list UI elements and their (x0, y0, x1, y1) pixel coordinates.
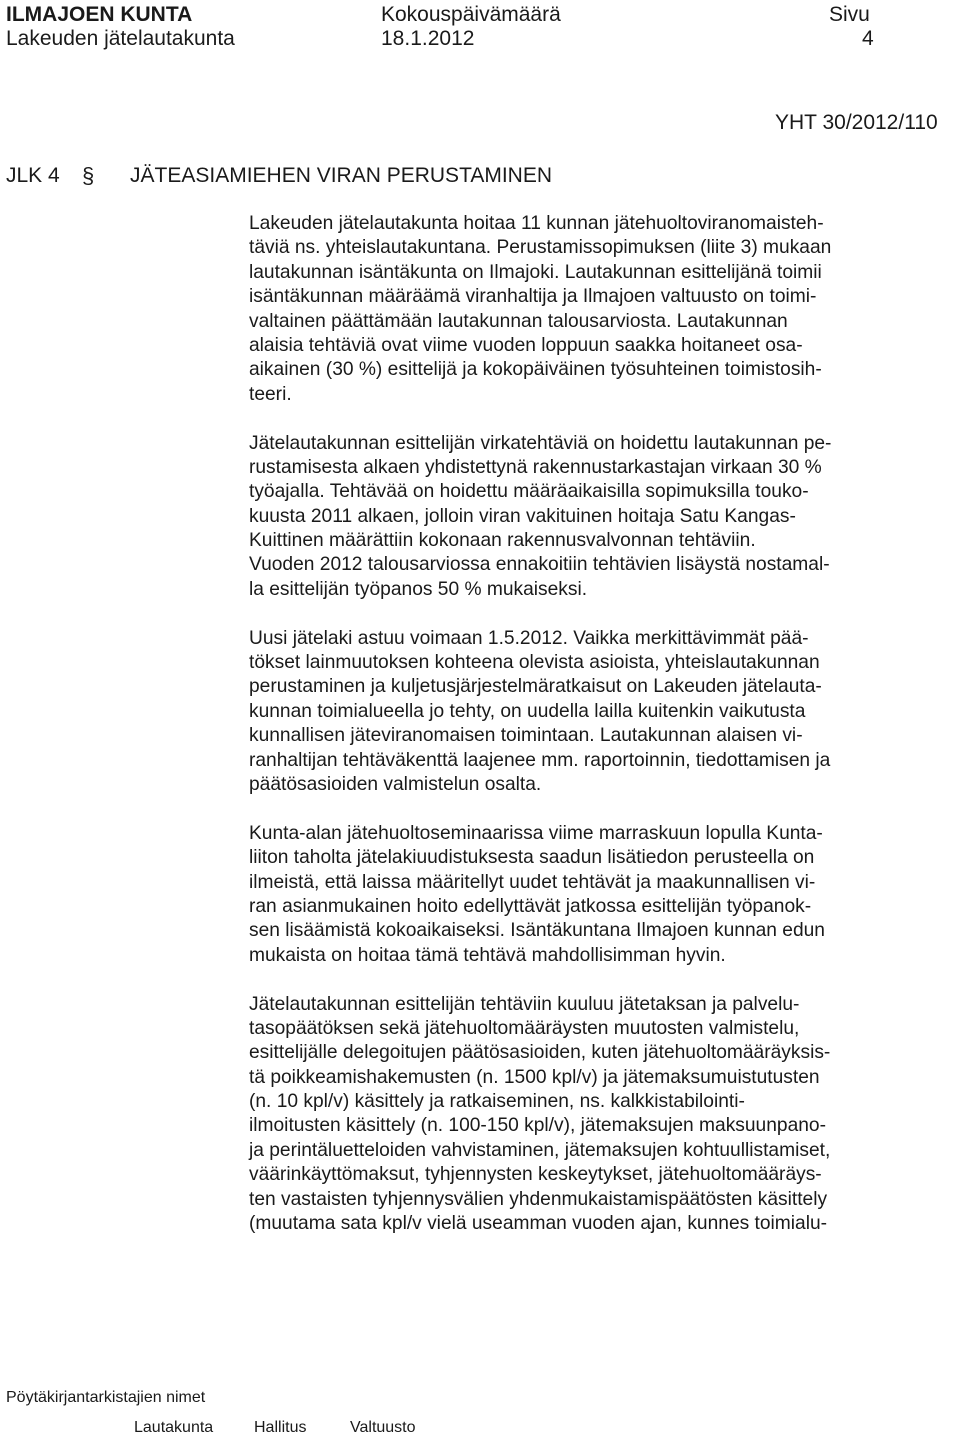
board-name: Lakeuden jätelautakunta (6, 27, 235, 50)
text-line: ilmeistä, että laissa määritellyt uudet tehtävät ja maakunnallisen vi- (249, 871, 816, 893)
text-line: la esittelijän työpanos 50 % mukaiseksi. (249, 578, 588, 600)
text-line: Jätelautakunnan esittelijän virkatehtäviä on hoidettu lautakunnan pe- (249, 432, 832, 454)
text-line: Uusi jätelaki astuu voimaan 1.5.2012. Vaikka merkittävimmät pää- (249, 627, 809, 649)
text-line: aikainen (30 %) esittelijä ja kokopäiväinen työsuhteinen toimistosih- (249, 359, 822, 381)
text-line: kunnallisen jäteviranomaisen toimintaan. Lautakunnan alaisen vi- (249, 725, 803, 747)
meeting-date: 18.1.2012 (381, 27, 475, 50)
section-number: JLK 4 (6, 164, 60, 187)
text-line: kunnan toimialueella jo tehty, on uudella lailla kuitenkin vaikutusta (249, 700, 806, 722)
case-title: JÄTEASIAMIEHEN VIRAN PERUSTAMINEN (130, 164, 553, 187)
text-line: kuusta 2011 alkaen, jolloin viran vakituinen hoitaja Satu Kangas- (249, 505, 796, 527)
text-line: ran asianmukainen hoito edellyttävät jatkossa esittelijän työpanok- (249, 895, 812, 917)
text-line: ranhaltijan tehtäväkenttä laajenee mm. raportoinnin, tiedottamisen ja (249, 749, 831, 771)
text-line: valtainen päättämään lautakunnan talousarviosta. Lautakunnan (249, 310, 788, 332)
text-line: liiton taholta jätelakiuudistuksesta saadun lisätiedon perusteella on (249, 847, 815, 869)
paragraph-2 (249, 432, 955, 603)
text-line: päätösasioiden valmistelun osalta. (249, 773, 542, 795)
text-line: lautakunnan isäntäkunta on Ilmajoki. Lautakunnan esittelijänä toimii (249, 261, 822, 283)
footer-body-board: Lautakunta (134, 1419, 214, 1436)
section-sign: § (82, 163, 95, 188)
footer-body-council: Valtuusto (350, 1419, 416, 1436)
text-line: ja perintäluetteloiden vahvistaminen, jätemaksujen kohtuullistamiset, (249, 1139, 831, 1161)
text-line: isäntäkunnan määräämä viranhaltija ja Ilmajoen valtuusto on toimi- (249, 286, 817, 308)
text-line: teeri. (249, 383, 292, 405)
text-line: sen lisäämistä kokoaikaiseksi. Isäntäkuntana Ilmajoen kunnan edun (249, 920, 825, 942)
paragraph-4 (249, 822, 955, 968)
page-number: 4 (862, 27, 874, 50)
text-line: Jätelautakunnan esittelijän tehtäviin kuuluu jätetaksan ja palvelu- (249, 993, 800, 1015)
text-line: Kunta-alan jätehuoltoseminaarissa viime marraskuun lopulla Kunta- (249, 822, 823, 844)
text-line: rustamisesta alkaen yhdistettynä rakennustarkastajan virkaan 30 % (249, 456, 822, 478)
text-line: alaisia tehtäviä ovat viime vuoden loppuun saakka hoitaneet osa- (249, 334, 803, 356)
text-line: väärinkäyttömaksut, tyhjennysten keskeytykset, jätehuoltomääräys- (249, 1164, 822, 1186)
text-line: esittelijälle delegoitujen päätösasioiden, kuten jätehuoltomääräyksis- (249, 1042, 831, 1064)
paragraph-5 (249, 993, 955, 1237)
document-body (249, 212, 955, 1236)
text-line: tasopäätöksen sekä jätehuoltomääräysten muutosten valmistelu, (249, 1017, 800, 1039)
footer-body-government: Hallitus (254, 1419, 307, 1436)
paragraph-3 (249, 627, 955, 798)
text-line: (n. 10 kpl/v) käsittely ja ratkaiseminen, ns. kalkkistabilointi- (249, 1091, 745, 1113)
text-line: perustaminen ja kuljetusjärjestelmäratkaisut on Lakeuden jätelauta- (249, 676, 822, 698)
text-line: (muutama sata kpl/v vielä useamman vuoden ajan, kunnes toimialu- (249, 1213, 828, 1235)
footer-title: Pöytäkirjantarkistajien nimet (6, 1389, 206, 1406)
text-line: tä poikkeamishakemusten (n. 1500 kpl/v) ja jätemaksumuistutusten (249, 1066, 820, 1088)
paragraph-1 (249, 212, 955, 407)
text-line: Vuoden 2012 talousarviossa ennakoitiin tehtävien lisäystä nostamal- (249, 554, 830, 576)
text-line: ten vastaisten tyhjennysvälien yhdenmukaistamispäätösten käsittely (249, 1188, 828, 1210)
text-line: Lakeuden jätelautakunta hoitaa 11 kunnan jätehuoltoviranomaisteh- (249, 213, 824, 234)
text-line: tökset lainmuutoksen kohteena olevista asioista, yhteislautakunnan (249, 652, 820, 674)
page-label: Sivu (829, 3, 870, 26)
text-line: mukaista on hoitaa tämä tehtävä mahdollisimman hyvin. (249, 944, 726, 966)
meeting-date-label: Kokouspäivämäärä (381, 3, 561, 26)
text-line: työajalla. Tehtävää on hoidettu määräaikaisilla sopimuksilla touko- (249, 481, 809, 503)
text-line: Kuittinen määrättiin kokonaan rakennusvalvonnan tehtäviin. (249, 530, 756, 552)
organization-name: ILMAJOEN KUNTA (6, 3, 193, 26)
case-reference: YHT 30/2012/110 (775, 111, 938, 134)
text-line: täviä ns. yhteislautakuntana. Perustamissopimuksen (liite 3) mukaan (249, 237, 832, 259)
text-line: ilmoitusten käsittely (n. 100-150 kpl/v), jätemaksujen maksuunpano- (249, 1115, 826, 1137)
